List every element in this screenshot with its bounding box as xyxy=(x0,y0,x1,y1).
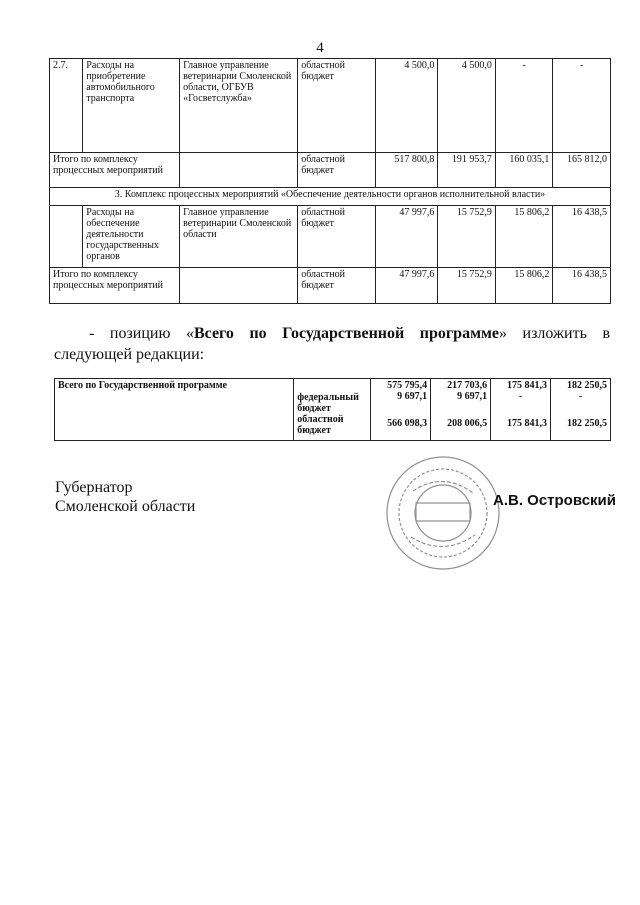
paragraph-prefix: - позицию « xyxy=(89,325,194,342)
row-value-4: - xyxy=(553,59,611,153)
row-value-4: 16 438,5 xyxy=(553,206,611,268)
federal-value: - xyxy=(518,391,523,402)
stamp-center-ring xyxy=(415,485,471,541)
program-total-row xyxy=(55,379,611,441)
total-source: областной бюджет xyxy=(298,153,376,188)
amendment-paragraph xyxy=(54,323,610,365)
row-source: областной бюджет xyxy=(298,206,376,268)
total-value-4: 165 812,0 xyxy=(553,153,611,188)
page-number: 4 xyxy=(316,40,324,56)
row-value-1: 47 997,6 xyxy=(375,206,438,268)
official-stamp xyxy=(383,453,503,573)
federal-value: - xyxy=(578,391,583,402)
signatory-title-line2: Смоленской области xyxy=(55,498,196,515)
section-header-row xyxy=(50,188,611,206)
paragraph-bold: Всего по Государственной программе xyxy=(193,325,499,342)
total-executor-empty xyxy=(180,268,298,304)
row-value-3: 15 806,2 xyxy=(495,206,553,268)
row-executor: Главное управление ветеринарии Смоленской области, ОГБУВ «Госветслужба» xyxy=(180,59,298,153)
section-title: 3. Комплекс процессных мероприятий «Обеспечение деятельности органов исполнительной власти» xyxy=(50,188,611,206)
regional-value: 175 841,3 xyxy=(507,418,548,429)
total-value-1: 517 800,8 xyxy=(375,153,438,188)
total-executor-empty xyxy=(180,153,298,188)
federal-value: 9 697,1 xyxy=(457,391,488,402)
total-value-3: 15 806,2 xyxy=(495,268,553,304)
table-row-total xyxy=(50,153,611,188)
table-row xyxy=(50,59,611,153)
table-row-total xyxy=(50,268,611,304)
total-value-3: 160 035,1 xyxy=(495,153,553,188)
program-total-label: Всего по Государственной программе xyxy=(55,379,294,441)
signatory-name: А.В. Островский xyxy=(493,492,616,509)
row-executor: Главное управление ветеринарии Смоленской области xyxy=(180,206,298,268)
table-row xyxy=(50,206,611,268)
budget-table xyxy=(49,58,611,304)
stamp-arc-lines xyxy=(411,481,475,546)
total-value: 175 841,3 xyxy=(507,380,548,391)
row-name: Расходы на обеспечение деятельности государственных органов xyxy=(83,206,180,268)
total-value: 575 795,4 xyxy=(387,380,428,391)
total-label: Итого по комплексу процессных мероприятий xyxy=(50,268,180,304)
paragraph-suffix: » изложить в следующей редакции: xyxy=(54,325,611,363)
federal-value: 9 697,1 xyxy=(397,391,428,402)
row-number xyxy=(50,206,83,268)
program-total-col-3 xyxy=(491,379,551,441)
row-number: 2.7. xyxy=(50,59,83,153)
total-label: Итого по комплексу процессных мероприятий xyxy=(50,153,180,188)
row-value-2: 4 500,0 xyxy=(438,59,496,153)
total-value-1: 47 997,6 xyxy=(375,268,438,304)
program-total-col-4 xyxy=(551,379,611,441)
stamp-inner-ring xyxy=(399,469,487,557)
row-name: Расходы на приобретение автомобильного транспорта xyxy=(83,59,180,153)
row-value-1: 4 500,0 xyxy=(375,59,438,153)
regional-value: 208 006,5 xyxy=(447,418,488,429)
stamp-center-box xyxy=(416,503,470,521)
program-total-col-1 xyxy=(371,379,431,441)
signatory-title-line1: Губернатор xyxy=(55,479,133,496)
regional-source: областной бюджет xyxy=(297,414,344,436)
total-value-2: 15 752,9 xyxy=(438,268,496,304)
program-total-col-2 xyxy=(431,379,491,441)
regional-value: 566 098,3 xyxy=(387,418,428,429)
federal-source: федеральный бюджет xyxy=(297,392,359,414)
program-total-table xyxy=(54,378,611,441)
total-value-2: 191 953,7 xyxy=(438,153,496,188)
row-value-2: 15 752,9 xyxy=(438,206,496,268)
row-source: областной бюджет xyxy=(298,59,376,153)
total-source: областной бюджет xyxy=(298,268,376,304)
stamp-outer-ring xyxy=(387,457,499,569)
total-value: 217 703,6 xyxy=(447,380,488,391)
signatory-title xyxy=(55,478,195,516)
program-total-sources xyxy=(294,379,371,441)
total-value: 182 250,5 xyxy=(567,380,607,391)
row-value-3: - xyxy=(495,59,553,153)
regional-value: 182 250,5 xyxy=(567,418,607,429)
total-value-4: 16 438,5 xyxy=(553,268,611,304)
